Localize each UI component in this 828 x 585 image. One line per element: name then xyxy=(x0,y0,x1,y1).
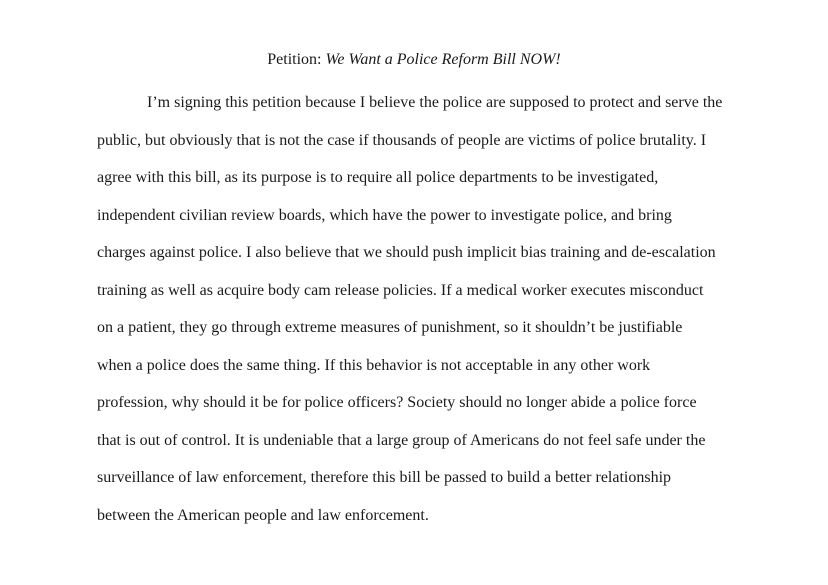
title-italic: We Want a Police Reform Bill NOW! xyxy=(325,51,561,68)
body-line: public, but obviously that is not the case if thousands of people are victims of police brutality. I xyxy=(97,131,707,149)
title-prefix: Petition: xyxy=(267,51,326,68)
body-line: profession, why should it be for police officers? Society should no longer abide a police force xyxy=(97,394,697,411)
body-line: agree with this bill, as its purpose is to require all police departments to be investigated, xyxy=(97,169,659,186)
body-line: on a patient, they go through extreme measures of punishment, so it shouldn’t be justifiable xyxy=(97,319,683,336)
petition-title xyxy=(0,49,828,71)
body-line: I’m signing this petition because I believe the police are supposed to protect and serve the xyxy=(147,94,723,111)
body-line: training as well as acquire body cam release policies. If a medical worker executes misconduct xyxy=(97,281,704,299)
body-line: independent civilian review boards, which have the power to investigate police, and bring xyxy=(97,206,672,224)
body-line: surveillance of law enforcement, therefore this bill be passed to build a better relationship xyxy=(97,469,672,486)
body-line: that is out of control. It is undeniable that a large group of Americans do not feel safe under the xyxy=(97,431,706,449)
body-line: between the American people and law enforcement. xyxy=(97,506,429,524)
body-line: when a police does the same thing. If this behavior is not acceptable in any other work xyxy=(97,356,651,374)
petition-body xyxy=(97,91,757,541)
body-line: charges against police. I also believe that we should push implicit bias training and de-escalation xyxy=(97,244,716,261)
